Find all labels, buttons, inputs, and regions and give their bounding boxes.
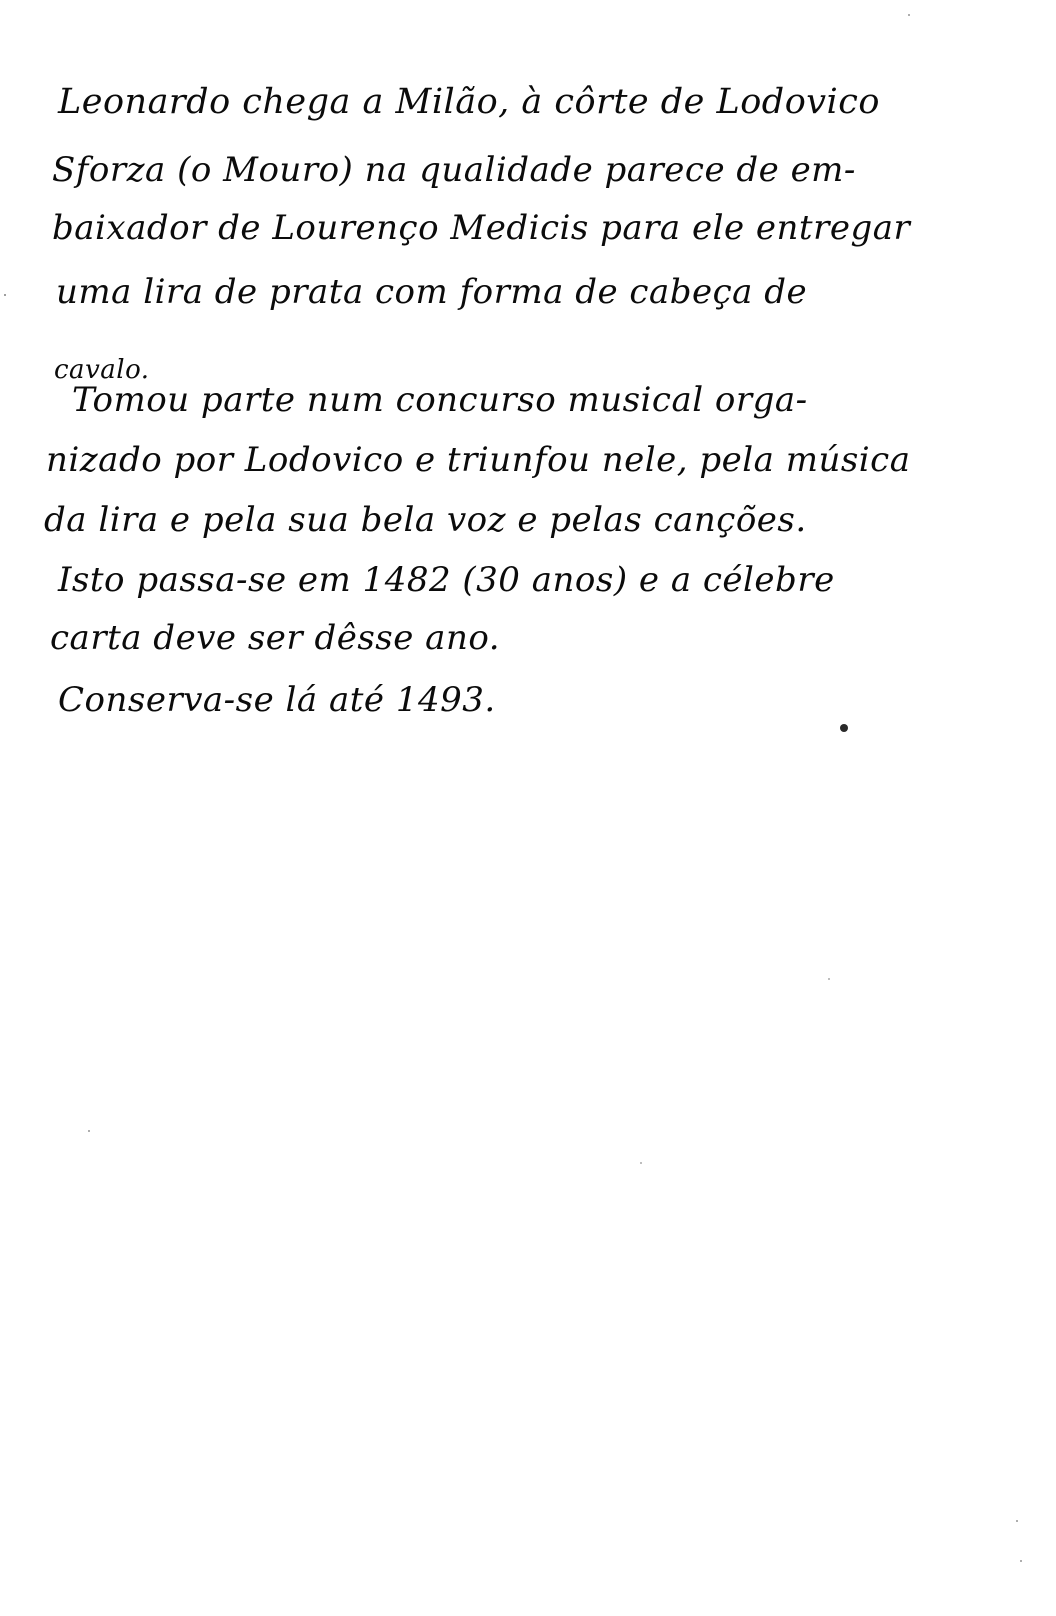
handwritten-line: Tomou parte num concurso musical orga- xyxy=(72,380,808,420)
handwritten-line: uma lira de prata com forma de cabeça de xyxy=(56,272,808,312)
handwritten-line: Isto passa-se em 1482 (30 anos) e a célebre xyxy=(58,560,835,600)
paper-speck xyxy=(908,14,910,16)
handwritten-line: nizado por Lodovico e triunfou nele, pela música xyxy=(46,440,911,480)
paper-speck xyxy=(1020,1560,1022,1562)
paper-speck xyxy=(828,978,830,980)
handwritten-line: Leonardo chega a Milão, à côrte de Lodovico xyxy=(58,82,880,122)
handwritten-line: Sforza (o Mouro) na qualidade parece de em- xyxy=(52,150,856,190)
handwritten-text-block xyxy=(0,0,1056,760)
ink-dot xyxy=(840,724,848,732)
paper-speck xyxy=(88,1130,90,1132)
paper-speck xyxy=(1016,1520,1018,1522)
handwritten-line: cavalo. xyxy=(54,355,150,385)
paper-speck xyxy=(640,1162,642,1164)
handwritten-line: da lira e pela sua bela voz e pelas canções. xyxy=(44,500,807,540)
handwritten-line: Conserva-se lá até 1493. xyxy=(58,680,496,720)
paper-speck xyxy=(600,300,602,302)
handwritten-line: baixador de Lourenço Medicis para ele entregar xyxy=(52,208,911,248)
paper-speck xyxy=(4,294,6,296)
handwritten-line: carta deve ser dêsse ano. xyxy=(50,618,501,658)
